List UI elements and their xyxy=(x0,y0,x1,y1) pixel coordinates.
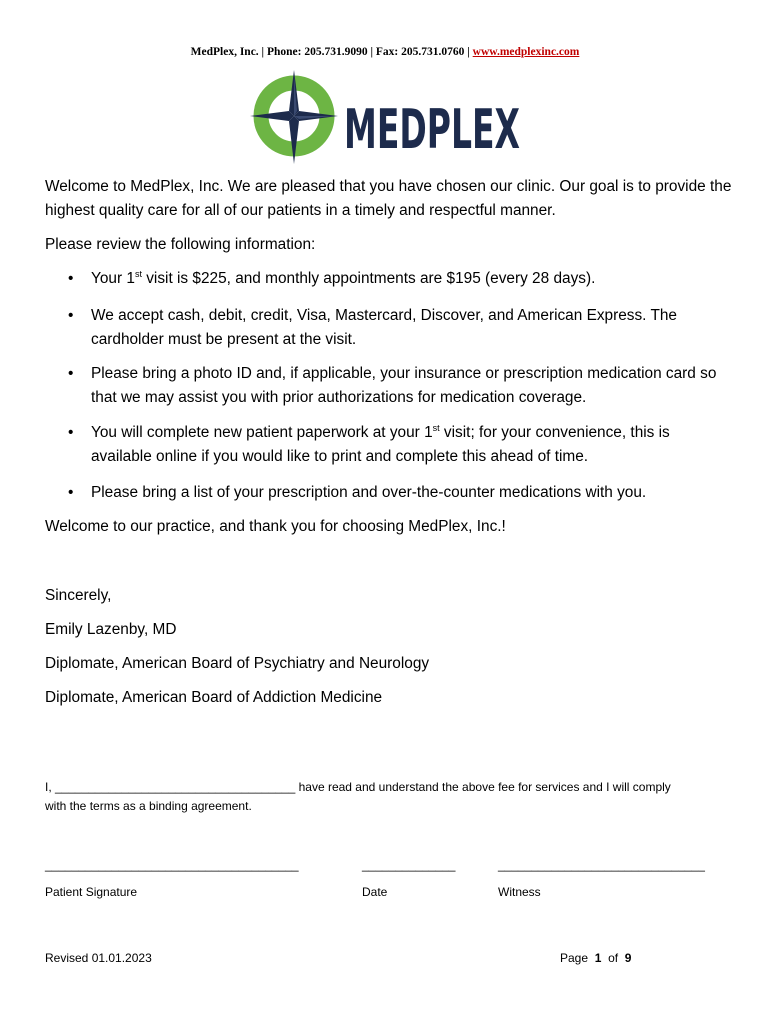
signer-name: Emily Lazenby, MD xyxy=(45,621,177,638)
fax-number: Fax: 205.731.0760 xyxy=(375,46,465,58)
intro-paragraph: Welcome to MedPlex, Inc. We are pleased that you have chosen our clinic. Our goal is to provide the highest quality care for all of our patients in a timely and respectful manner. xyxy=(45,178,732,219)
witness-label: Witness xyxy=(498,885,541,899)
letterhead-contact: MedPlex, Inc. | Phone: 205.731.9090 | Fax: 205.731.0760 | www.medplexinc.com xyxy=(190,46,580,58)
compass-icon xyxy=(250,70,338,164)
agreement-line-2: with the terms as a binding agreement. xyxy=(45,799,252,813)
patient-signature-line[interactable]: ______________________________________ xyxy=(45,858,299,872)
sincerely: Sincerely, xyxy=(45,587,112,604)
company-name: MedPlex, Inc. xyxy=(190,46,259,58)
review-heading: Please review the following information: xyxy=(45,236,316,253)
phone-number: Phone: 205.731.9090 xyxy=(266,46,368,58)
signer-title-1: Diplomate, American Board of Psychiatry and Neurology xyxy=(45,655,430,672)
website-link[interactable]: www.medplexinc.com xyxy=(472,46,580,58)
date-label: Date xyxy=(362,885,388,899)
closing-line: Welcome to our practice, and thank you for choosing MedPlex, Inc.! xyxy=(45,518,506,535)
agreement-line-1: I, ____________________________________ have read and understand the above fee for services and I will comply xyxy=(45,780,671,794)
bullet-text-payment: We accept cash, debit, credit, Visa, Mastercard, Discover, and American Express. The cardholder must be present at the visit. xyxy=(91,307,677,348)
bullet-text-fees: Your 1st visit is $225, and monthly appointments are $195 (every 28 days). xyxy=(91,268,596,287)
bullet-icon: • xyxy=(68,270,74,287)
signer-title-2: Diplomate, American Board of Addiction Medicine xyxy=(45,689,383,706)
bullet-text-paperwork: You will complete new patient paperwork at your 1st visit; for your convenience, this is available online if you would like to print and complete this ahead of time. xyxy=(91,422,670,465)
witness-line[interactable]: _______________________________ xyxy=(498,858,705,872)
bullet-icon: • xyxy=(68,365,74,382)
revision-date: Revised 01.01.2023 xyxy=(45,951,152,965)
bullet-text-medications: Please bring a list of your prescription and over-the-counter medications with you. xyxy=(91,484,647,501)
medplex-logo xyxy=(248,70,528,171)
date-line[interactable]: ______________ xyxy=(362,858,456,872)
page-number: Page 1 of 9 xyxy=(560,951,632,965)
bullet-icon: • xyxy=(68,307,74,324)
logo-wordmark: MEDPLEX xyxy=(344,98,520,161)
bullet-icon: • xyxy=(68,424,74,441)
bullet-text-photo-id: Please bring a photo ID and, if applicable, your insurance or prescription medication card so that we may assist you with prior authorizations for medication coverage. xyxy=(91,365,717,406)
patient-signature-label: Patient Signature xyxy=(45,885,138,899)
bullet-icon: • xyxy=(68,484,74,501)
